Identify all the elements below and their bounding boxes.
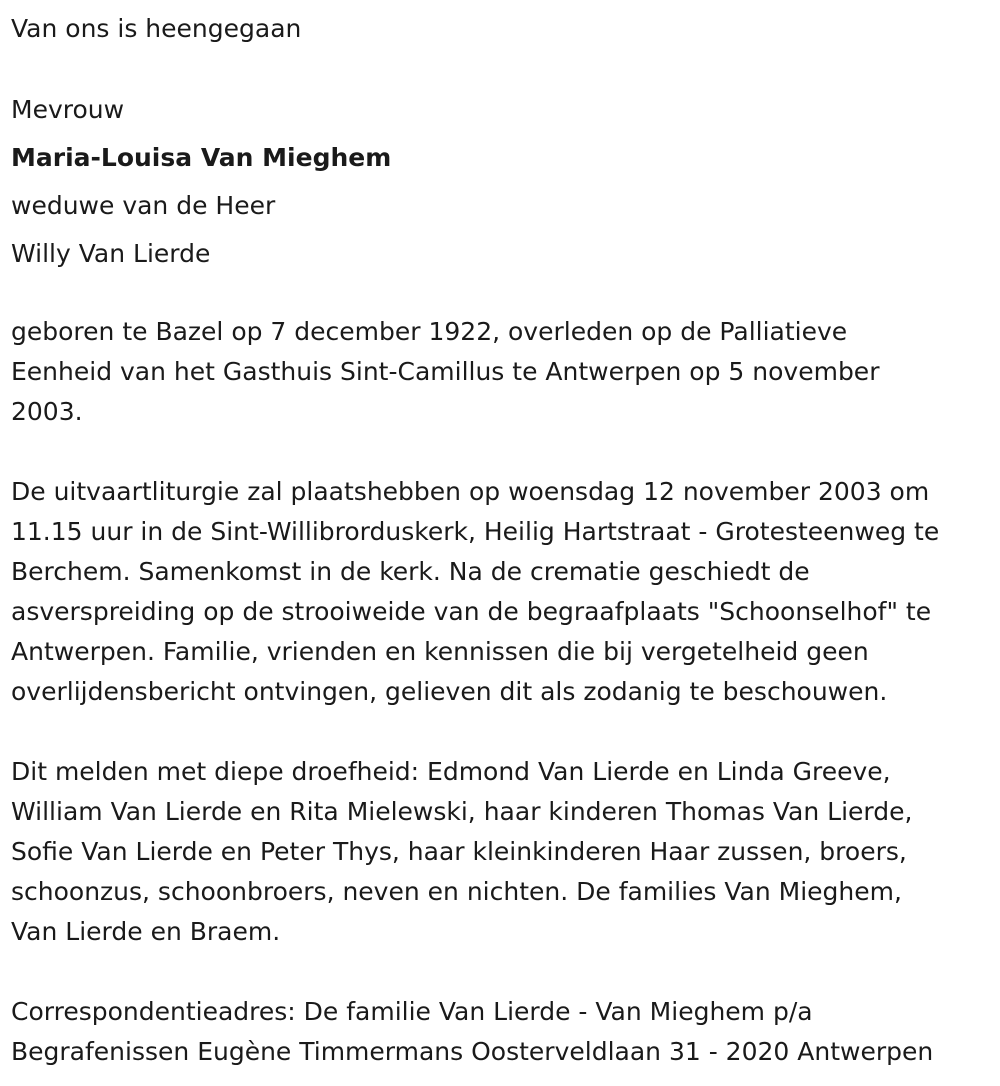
- spacer: [11, 278, 996, 312]
- salutation: Mevrouw: [11, 95, 125, 124]
- paragraph-line: Correspondentieadres: De familie Van Lierde - Van Mieghem p/a: [11, 997, 813, 1026]
- deceased-name: Maria-Louisa Van Mieghem: [11, 143, 392, 172]
- intro-line: Van ons is heengegaan: [11, 14, 302, 43]
- spacer: [11, 432, 996, 472]
- paragraph-line: 11.15 uur in de Sint-Willibrorduskerk, Heilig Hartstraat - Grotesteenweg te: [11, 517, 940, 546]
- paragraph-line: Van Lierde en Braem.: [11, 917, 281, 946]
- spacer: [11, 53, 996, 86]
- paragraph-line: Begrafenissen Eugène Timmermans Oosterveldlaan 31 - 2020 Antwerpen: [11, 1037, 934, 1066]
- paragraph-line: 2003.: [11, 397, 83, 426]
- paragraph-line: overlijdensbericht ontvingen, gelieven dit als zodanig te beschouwen.: [11, 677, 888, 706]
- paragraph-line: Berchem. Samenkomst in de kerk. Na de crematie geschiedt de: [11, 557, 810, 586]
- paragraph-line: Sofie Van Lierde en Peter Thys, haar kleinkinderen Haar zussen, broers,: [11, 837, 907, 866]
- death-notice: [11, 5, 996, 1072]
- spacer: [11, 952, 996, 992]
- correspondence-paragraph: [11, 992, 996, 1072]
- spouse-name: Willy Van Lierde: [11, 239, 211, 268]
- spacer: [11, 712, 996, 752]
- paragraph-line: De uitvaartliturgie zal plaatshebben op woensdag 12 november 2003 om: [11, 477, 930, 506]
- relation-line: weduwe van de Heer: [11, 191, 276, 220]
- paragraph-line: Eenheid van het Gasthuis Sint-Camillus te Antwerpen op 5 november: [11, 357, 880, 386]
- family-paragraph: [11, 752, 996, 952]
- paragraph-line: schoonzus, schoonbroers, neven en nichten. De families Van Mieghem,: [11, 877, 902, 906]
- paragraph-line: asverspreiding op de strooiweide van de begraafplaats "Schoonselhof" te: [11, 597, 932, 626]
- paragraph-line: Antwerpen. Familie, vrienden en kennissen die bij vergetelheid geen: [11, 637, 869, 666]
- paragraph-line: William Van Lierde en Rita Mielewski, haar kinderen Thomas Van Lierde,: [11, 797, 913, 826]
- paragraph-line: Dit melden met diepe droefheid: Edmond Van Lierde en Linda Greeve,: [11, 757, 891, 786]
- funeral-paragraph: [11, 472, 996, 712]
- birth-death-paragraph: [11, 312, 996, 432]
- paragraph-line: geboren te Bazel op 7 december 1922, overleden op de Palliatieve: [11, 317, 848, 346]
